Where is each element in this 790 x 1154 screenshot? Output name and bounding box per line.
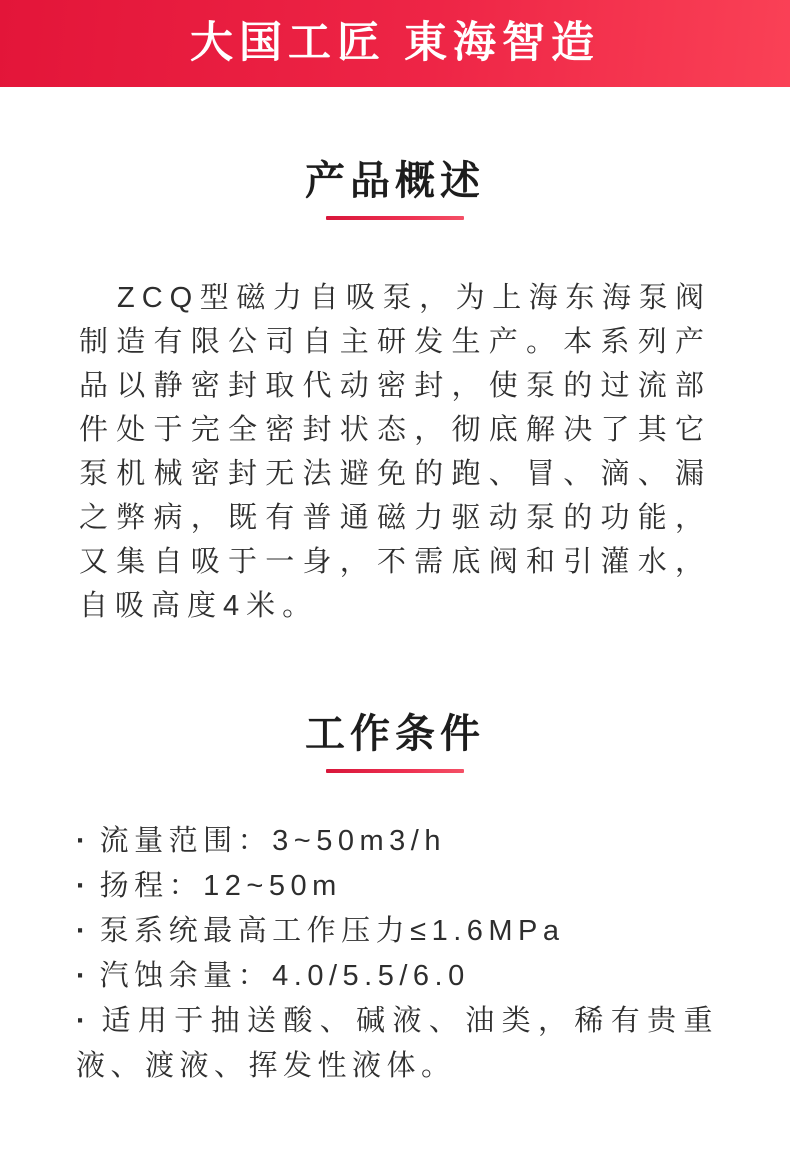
banner-title: 大国工匠 東海智造 xyxy=(190,19,600,67)
condition-item xyxy=(76,864,718,909)
overview-heading-block xyxy=(0,161,790,220)
bullet-dot: · xyxy=(76,1005,86,1037)
condition-item xyxy=(76,909,718,954)
section-overview xyxy=(0,161,790,628)
overview-paragraph: ZCQ型磁力自吸泵，为上海东海泵阀制造有限公司自主研发生产。本系列产品以静密封取代动密封，使泵的过流部件处于完全密封状态，彻底解决了其它泵机械密封无法避免的跑、冒、滴、漏之弊病，既有普通磁力驱动泵的功能，又集自吸于一身，不需底阀和引灌水，自吸高度4米。 xyxy=(79,282,711,622)
conditions-heading-underline xyxy=(326,769,464,773)
overview-heading: 产品概述 xyxy=(305,159,485,203)
condition-item xyxy=(76,819,718,864)
conditions-heading-block xyxy=(0,714,790,773)
condition-item-text: 流量范围：3~50m3/h xyxy=(99,825,446,857)
conditions-list xyxy=(76,819,718,1089)
condition-item-text: 适用于抽送酸、碱液、油类，稀有贵重液、渡液、挥发性液体。 xyxy=(76,1005,718,1082)
condition-item-text: 泵系统最高工作压力≤1.6MPa xyxy=(99,915,565,947)
condition-item-text: 汽蚀余量：4.0/5.5/6.0 xyxy=(99,960,470,992)
condition-item xyxy=(76,999,718,1089)
top-banner xyxy=(0,0,790,87)
bullet-dot: · xyxy=(76,960,86,992)
condition-item xyxy=(76,954,718,999)
conditions-heading: 工作条件 xyxy=(305,712,485,756)
bullet-dot: · xyxy=(76,825,86,857)
condition-item-text: 扬程：12~50m xyxy=(99,870,342,902)
bullet-dot: · xyxy=(76,915,86,947)
section-conditions xyxy=(0,714,790,1089)
overview-heading-underline xyxy=(326,216,464,220)
bullet-dot: · xyxy=(76,870,86,902)
